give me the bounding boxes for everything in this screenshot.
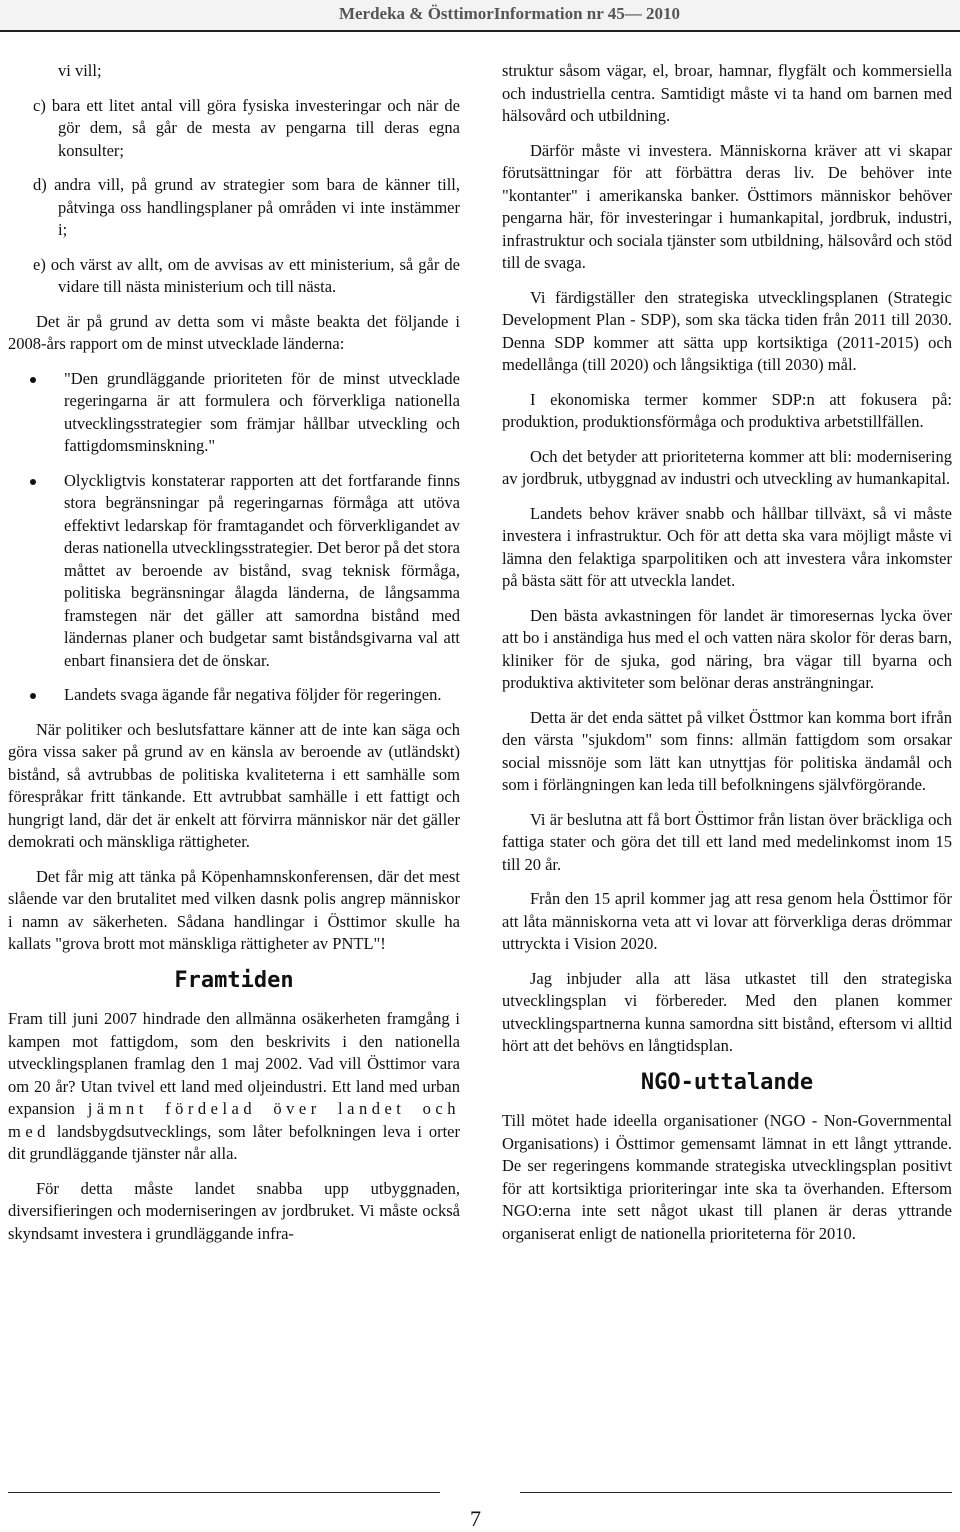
section-heading-framtiden: Framtiden: [174, 967, 294, 993]
left-column: [8, 60, 460, 1257]
paragraph: Landets behov kräver snabb och hållbar tillväxt, så vi måste investera i infrastruktur. Och för att detta ska vara möjligt måste vi lämna den felaktiga sparpolitiken och att investera våra inkomster på bästa sätt för att utveckla landet.: [502, 503, 952, 590]
bullet-list: [8, 368, 460, 707]
paragraph: Vi är beslutna att få bort Östtimor från listan över bräckliga och fattiga stater och göra det till ett land med medelinkomst inom 15 till 20 år.: [502, 809, 952, 874]
intro-line: vi vill;: [58, 61, 102, 80]
paragraph: Och det betyder att prioriteterna kommer att bli: modernisering av jordbruk, utbyggnad av industri och utveckling av humankapital.: [502, 446, 952, 488]
paragraph: När politiker och beslutsfattare känner att de inte kan säga och göra vissa saker på grund av en känsla av beroende av (utländskt) bistånd, så avtrubbas de politiska kvaliteterna i ett samhälle som förespråkar fritt tänkande. Ett avtrubbat samhälle i ett fattigt och hungrigt land, där det är enkelt att förvirra människor när det gäller demokrati och mänskliga rättigheter.: [8, 719, 460, 851]
footer-rule: [8, 1492, 440, 1493]
paragraph: Vi färdigställer den strategiska utvecklingsplanen (Strategic Development Plan - SDP), som ska täcka tiden från 2011 till 2030. Denna SDP kommer att sätta upp kortsiktiga (2011-2015) och medellånga (till 2020) och långsiktiga (till 2030) mål.: [502, 287, 952, 374]
paragraph: I ekonomiska termer kommer SDP:n att fokusera på: produktion, produktionsförmåga och produktiva arbetstillfällen.: [502, 389, 952, 431]
bullet-icon: [30, 479, 36, 485]
bullet-item: [8, 470, 460, 673]
bullet-icon: [30, 377, 36, 383]
bullet-text: "Den grundläggande prioriteten för de minst utvecklade regeringarna är att formulera och förverkliga nationella utvecklingsstrategier som främjar hållbar utveckling och fattigdomsminskning.": [64, 368, 460, 455]
spaced-text: jämnt fördelad över landet och med: [8, 1099, 461, 1141]
bullet-text: Landets svaga ägande får negativa följder för regeringen.: [64, 685, 442, 704]
paragraph: Det är på grund av detta som vi måste beakta det följande i 2008-års rapport om de minst utvecklade länderna:: [8, 311, 460, 353]
list-item-c: c) bara ett litet antal vill göra fysiska investeringar och när de gör dem, så går de mesta av pengarna till deras egna konsulter;: [33, 95, 460, 160]
paragraph: struktur såsom vägar, el, broar, hamnar, flygfält och kommersiella och industriella centra. Samtidigt måste vi ta hand om barnen med hälsovård och utbildning.: [502, 61, 952, 125]
publication-title: Merdeka & ÖsttimorInformation nr 45— 2010: [338, 4, 680, 23]
paragraph-part: landsbygdsutvecklings, som låter befolkningen leva i orter dit grundläggande tjänster når alla.: [8, 1121, 460, 1163]
paragraph: Till mötet hade ideella organisationer (NGO - Non-Governmental Organisations) i Östtimor gemensamt lämnat in ett långt yttrande. De ser regeringens kommande strategiska utvecklingsplan positivt för att kortsiktiga prioriteringar inte ska ta överhanden. Eftersom NGO:erna inte sett något ukast till planen är deras yttrande organiserat enligt de nationella prioriteterna för 2010.: [502, 1111, 952, 1243]
bullet-text: Olyckligtvis konstaterar rapporten att det fortfarande finns stora begränsningar på regeringarnas förmåga att utöva effektivt ledarskap för framtagandet och förverkligandet av deras nationella utvecklingsstrategier. Det beror på det stora måttet av beroende av bistånd, svag teknisk förmåga, politiska begränsningar ålagda länderna, de långsamma framstegen när det gäller att samordna bistånd med ländernas planer och budgetar samt biståndsgivarna val att enbart finansiera det de önskar.: [64, 470, 460, 670]
paragraph: För detta måste landet snabba upp utbyggnaden, diversifieringen och moderniseringen av jordbruket. Vi måste också skyndsamt investera i grundläggande infra-: [8, 1178, 460, 1243]
bullet-item: [8, 684, 460, 707]
list-item-e: e) och värst av allt, om de avvisas av ett ministerium, så går de vidare till nästa ministerium och till nästa.: [33, 254, 460, 296]
bullet-icon: [30, 693, 36, 699]
section-heading-ngo: NGO-uttalande: [640, 1069, 814, 1095]
paragraph: Detta är det enda sättet på vilket Östtmor kan komma bort ifrån den värsta "sjukdom" som finns: allmän fattigdom som orsakar social missnöje som lätt kan utnyttjas för politiska ändamål och som i förlängningen kan leda till befolkningens självförgörande.: [502, 707, 952, 794]
page-header: [0, 0, 960, 32]
paragraph: Jag inbjuder alla att läsa utkastet till den strategiska utvecklingsplan vi förbereder. Med den planen kommer utvecklingspartnerna kunna samordna sitt bistånd, eftersom vi alltid hört att det behövs en långtidsplan.: [502, 968, 952, 1055]
paragraph: Det får mig att tänka på Köpenhamnskonferensen, där det mest slående var den brutalitet med vilken dasnk polis angrep människor i namn av säkerheten. Sådana handlingar i Östtimor skulle ha kallats "grova brott mot mänskliga rättigheter av PNTL"!: [8, 866, 460, 953]
paragraph: Från den 15 april kommer jag att resa genom hela Östtimor för att låta människorna veta att vi lovar att förverkliga deras drömmar uttryckta i Vision 2020.: [502, 889, 952, 953]
paragraph: [8, 1008, 460, 1166]
list-item-d: d) andra vill, på grund av strategier som bara de känner till, påtvinga oss handlingsplaner på områden vi inte instämmer i;: [33, 175, 460, 239]
paragraph: Därför måste vi investera. Människorna kräver att vi skapar förutsättningar för att förbättra deras liv. De behöver inte "kontanter" i amerikanska banker. Östtimors människor behöver pengarna här, för investeringar i humankapital, jordbruk, industri, infrastruktur och sociala tjänster som utbildning, hälsovård och stöd till de svaga.: [502, 140, 952, 272]
paragraph: Den bästa avkastningen för landet är timoresernas lycka över att bo i anständiga hus med el och vatten nära skolor för deras barn, kliniker för de sjuka, god näring, bra vägar till byarna och produktiva aktiviteter som belönar deras ansträngningar.: [502, 605, 952, 692]
right-column: [502, 60, 952, 1257]
paragraph-part: Fram till juni 2007 hindrade den allmänna osäkerheten framgång i kampen mot fattigdom, som den beskrivits i den nationella utvecklingsplanen framlag den 1 maj 2002. Vad vill Östtimor vara om 20 år? Utan tvivel ett land med oljeindustri. Ett land med urban expansion: [8, 1009, 460, 1118]
page-number: 7: [470, 1506, 481, 1531]
footer-rule: [520, 1492, 952, 1493]
bullet-item: [8, 368, 460, 458]
